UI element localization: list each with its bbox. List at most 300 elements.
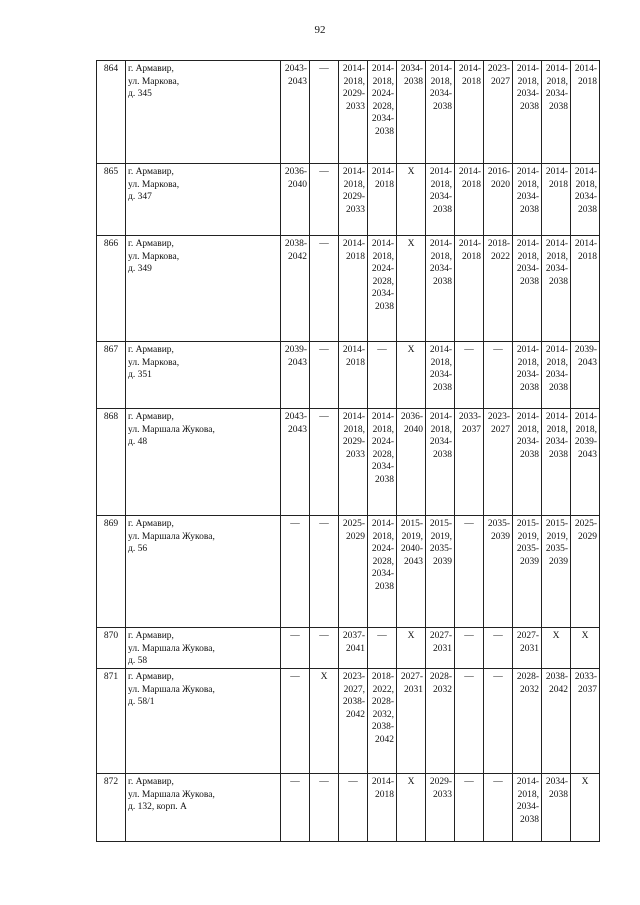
address-cell — [126, 669, 281, 774]
period-line: 2018, — [372, 531, 394, 542]
period-line: — — [464, 519, 474, 529]
period-cell — [368, 61, 397, 164]
period-line: 2018, — [343, 179, 365, 190]
period-line: 2038 — [375, 581, 394, 592]
period-line: 2038 — [520, 276, 539, 287]
period-line: 2038 — [375, 301, 394, 312]
period-line: 2018, — [430, 251, 452, 262]
period-line: 2034- — [516, 264, 539, 274]
period-line: 2014- — [371, 64, 394, 74]
period-line: 2015- — [429, 519, 452, 529]
address-line: г. Армавир, — [128, 777, 174, 787]
period-line: 2032, — [372, 709, 394, 720]
period-cell — [397, 342, 426, 409]
period-cell — [281, 61, 310, 164]
table-row — [97, 61, 600, 164]
period-cell — [542, 61, 571, 164]
period-cell — [310, 61, 339, 164]
period-cell — [513, 774, 542, 842]
period-line: X — [581, 631, 589, 641]
period-line: 2038 — [549, 101, 568, 112]
table-row — [97, 236, 600, 342]
period-line: 2043- — [284, 64, 307, 74]
period-line: 2014- — [371, 167, 394, 177]
period-line: 2018, — [517, 76, 539, 87]
period-line: 2038- — [545, 672, 568, 682]
period-line: 2014- — [371, 239, 394, 249]
period-line: 2018 — [346, 251, 365, 262]
period-line: 2038 — [578, 204, 597, 215]
period-line: 2018, — [546, 424, 568, 435]
period-line: 2037 — [578, 684, 597, 695]
period-line: 2018, — [430, 357, 452, 368]
period-line: 2033 — [346, 101, 365, 112]
period-cell — [281, 516, 310, 628]
period-line: 2016- — [487, 167, 510, 177]
period-line: 2014- — [342, 345, 365, 355]
period-line: — — [493, 631, 503, 641]
period-cell — [542, 236, 571, 342]
period-line: 2018 — [346, 357, 365, 368]
period-line: X — [407, 631, 415, 641]
period-line: 2040 — [404, 424, 423, 435]
period-cell — [426, 164, 455, 236]
period-cell — [571, 164, 600, 236]
period-line: 2014- — [516, 64, 539, 74]
period-line: 2014- — [516, 345, 539, 355]
period-cell — [339, 774, 368, 842]
period-line: 2018, — [546, 357, 568, 368]
period-line: 2018, — [372, 76, 394, 87]
address-cell — [126, 342, 281, 409]
period-line: 2019, — [401, 531, 423, 542]
period-cell — [397, 628, 426, 669]
period-line: — — [319, 64, 329, 74]
period-line: 2014- — [429, 239, 452, 249]
period-line: — — [290, 631, 300, 641]
period-line: X — [320, 672, 328, 682]
period-line: 2018- — [487, 239, 510, 249]
period-line: 2038 — [549, 449, 568, 460]
period-line: 2029- — [342, 192, 365, 202]
period-line: 2014- — [545, 239, 568, 249]
period-line: — — [377, 345, 387, 355]
period-line: 2020 — [491, 179, 510, 190]
period-cell — [281, 164, 310, 236]
table-row — [97, 516, 600, 628]
period-line: 2038 — [433, 101, 452, 112]
period-cell — [542, 516, 571, 628]
period-line: 2033- — [574, 672, 597, 682]
period-cell — [310, 236, 339, 342]
period-cell — [455, 409, 484, 516]
period-line: 2018- — [371, 672, 394, 682]
period-line: 2023- — [342, 672, 365, 682]
period-line: — — [464, 345, 474, 355]
period-line: 2027 — [491, 424, 510, 435]
address-line: д. 345 — [128, 89, 152, 99]
address-cell — [126, 774, 281, 842]
table-row — [97, 628, 600, 669]
period-line: 2018, — [372, 424, 394, 435]
page-number: 92 — [314, 24, 326, 36]
period-cell — [397, 236, 426, 342]
period-line: 2031 — [433, 643, 452, 654]
period-line: 2014- — [458, 167, 481, 177]
period-line: — — [290, 519, 300, 529]
period-line: 2041 — [346, 643, 365, 654]
period-line: 2038 — [520, 382, 539, 393]
period-cell — [542, 409, 571, 516]
period-cell — [339, 628, 368, 669]
period-cell — [484, 669, 513, 774]
period-line: 2043 — [578, 449, 597, 460]
period-line: 2022, — [372, 684, 394, 695]
period-cell — [513, 516, 542, 628]
period-line: 2042 — [346, 709, 365, 720]
address-line: г. Армавир, — [128, 519, 174, 529]
period-line: 2034- — [371, 569, 394, 579]
period-line: 2039- — [284, 345, 307, 355]
period-line: 2038 — [520, 449, 539, 460]
period-cell — [310, 774, 339, 842]
period-cell — [310, 409, 339, 516]
period-cell — [281, 628, 310, 669]
period-line: 2038- — [342, 697, 365, 707]
period-line: 2015- — [400, 519, 423, 529]
period-cell — [310, 669, 339, 774]
row-number: 872 — [97, 774, 126, 842]
period-line: 2034- — [545, 370, 568, 380]
period-line: 2015- — [516, 519, 539, 529]
period-line: 2024- — [371, 264, 394, 274]
address-line: ул. Маркова, — [128, 357, 180, 368]
address-line: д. 58/1 — [128, 697, 155, 707]
period-line: 2027, — [343, 684, 365, 695]
row-number: 870 — [97, 628, 126, 669]
period-line: 2032 — [520, 684, 539, 695]
period-line: 2014- — [371, 412, 394, 422]
period-line: 2039 — [491, 531, 510, 542]
period-cell — [310, 628, 339, 669]
address-line: д. 48 — [128, 437, 148, 447]
period-cell — [542, 164, 571, 236]
period-line: 2037 — [462, 424, 481, 435]
address-line: г. Армавир, — [128, 631, 174, 641]
period-cell — [397, 164, 426, 236]
period-cell — [484, 774, 513, 842]
address-line: ул. Маршала Жукова, — [128, 643, 215, 654]
period-line: 2029 — [578, 531, 597, 542]
period-line: 2014- — [429, 345, 452, 355]
period-cell — [339, 342, 368, 409]
period-line: 2014- — [371, 777, 394, 787]
period-line: 2018, — [517, 357, 539, 368]
period-line: 2014- — [342, 167, 365, 177]
period-cell — [484, 342, 513, 409]
period-line: 2034- — [516, 437, 539, 447]
period-cell — [310, 342, 339, 409]
period-line: 2028, — [372, 101, 394, 112]
row-number: 865 — [97, 164, 126, 236]
period-line: — — [319, 167, 329, 177]
period-cell — [339, 164, 368, 236]
period-cell — [397, 409, 426, 516]
period-line: 2035- — [429, 544, 452, 554]
period-line: 2018, — [575, 179, 597, 190]
period-line: X — [552, 631, 560, 641]
period-line: 2018, — [430, 76, 452, 87]
period-line: — — [464, 631, 474, 641]
period-line: 2018, — [517, 179, 539, 190]
period-line: X — [407, 345, 415, 355]
address-line: ул. Маршала Жукова, — [128, 684, 215, 695]
address-line: г. Армавир, — [128, 64, 174, 74]
period-line: — — [464, 672, 474, 682]
period-line: — — [493, 345, 503, 355]
period-line: 2022 — [491, 251, 510, 262]
period-cell — [426, 516, 455, 628]
period-line: 2034- — [429, 89, 452, 99]
period-line: 2018, — [343, 76, 365, 87]
period-line: 2014- — [429, 167, 452, 177]
period-line: 2014- — [342, 412, 365, 422]
table-row — [97, 774, 600, 842]
address-line: ул. Маршала Жукова, — [128, 424, 215, 435]
period-line: — — [319, 345, 329, 355]
period-line: — — [319, 239, 329, 249]
period-cell — [571, 342, 600, 409]
period-line: — — [377, 631, 387, 641]
period-line: 2034- — [429, 264, 452, 274]
period-cell — [571, 516, 600, 628]
period-line: 2018, — [575, 424, 597, 435]
period-cell — [281, 236, 310, 342]
period-line: 2043- — [284, 412, 307, 422]
period-line: 2018, — [546, 76, 568, 87]
period-line: X — [407, 167, 415, 177]
period-line: 2038 — [433, 276, 452, 287]
period-line: 2014- — [574, 64, 597, 74]
address-line: г. Армавир, — [128, 239, 174, 249]
period-line: 2034- — [516, 192, 539, 202]
period-line: — — [493, 777, 503, 787]
period-line: 2034- — [429, 437, 452, 447]
period-line: 2018 — [375, 789, 394, 800]
period-line: 2034- — [545, 437, 568, 447]
period-line: 2029 — [346, 531, 365, 542]
period-line: 2029- — [342, 437, 365, 447]
period-cell — [484, 628, 513, 669]
period-line: 2034- — [371, 114, 394, 124]
period-cell — [426, 409, 455, 516]
period-line: 2025- — [574, 519, 597, 529]
period-line: 2034- — [545, 264, 568, 274]
period-line: 2032 — [433, 684, 452, 695]
period-cell — [542, 342, 571, 409]
period-cell — [571, 236, 600, 342]
period-line: 2018, — [546, 251, 568, 262]
period-line: 2036- — [400, 412, 423, 422]
period-line: 2018, — [343, 424, 365, 435]
period-cell — [513, 164, 542, 236]
row-number: 871 — [97, 669, 126, 774]
address-cell — [126, 236, 281, 342]
period-line: 2014- — [516, 239, 539, 249]
address-cell — [126, 61, 281, 164]
period-line: — — [348, 777, 358, 787]
period-cell — [571, 61, 600, 164]
period-line: 2040- — [400, 544, 423, 554]
repair-schedule-table — [96, 60, 600, 842]
period-cell — [339, 516, 368, 628]
period-line: 2043 — [404, 556, 423, 567]
period-line: 2038- — [284, 239, 307, 249]
period-line: 2028, — [372, 449, 394, 460]
period-line: 2039 — [549, 556, 568, 567]
period-line: 2038 — [520, 204, 539, 215]
period-line: X — [407, 239, 415, 249]
period-cell — [368, 669, 397, 774]
period-line: 2014- — [371, 519, 394, 529]
period-cell — [426, 774, 455, 842]
period-line: 2036- — [284, 167, 307, 177]
period-line: 2042 — [375, 734, 394, 745]
period-line: 2014- — [429, 412, 452, 422]
period-line: 2019, — [430, 531, 452, 542]
period-line: — — [319, 777, 329, 787]
period-line: 2043 — [288, 357, 307, 368]
period-cell — [484, 61, 513, 164]
period-line: 2028, — [372, 556, 394, 567]
period-line: 2015- — [545, 519, 568, 529]
period-line: 2040 — [288, 179, 307, 190]
period-line: 2027- — [400, 672, 423, 682]
period-line: — — [464, 777, 474, 787]
period-line: 2038 — [549, 382, 568, 393]
period-cell — [455, 774, 484, 842]
address-line: ул. Маршала Жукова, — [128, 789, 215, 800]
period-line: — — [319, 631, 329, 641]
period-line: 2042 — [288, 251, 307, 262]
period-cell — [484, 164, 513, 236]
period-cell — [368, 342, 397, 409]
period-line: 2038 — [433, 204, 452, 215]
period-line: 2043 — [288, 76, 307, 87]
period-line: 2038 — [375, 126, 394, 137]
period-line: 2024- — [371, 437, 394, 447]
period-line: 2034- — [574, 192, 597, 202]
period-cell — [426, 342, 455, 409]
period-cell — [571, 774, 600, 842]
period-line: 2033 — [346, 449, 365, 460]
table-row — [97, 669, 600, 774]
period-line: 2018, — [517, 424, 539, 435]
period-line: 2033 — [346, 204, 365, 215]
period-line: 2035- — [487, 519, 510, 529]
period-cell — [368, 409, 397, 516]
period-cell — [542, 774, 571, 842]
period-line: 2023- — [487, 412, 510, 422]
period-cell — [310, 164, 339, 236]
period-line: 2034- — [516, 89, 539, 99]
period-cell — [426, 236, 455, 342]
period-line: 2034- — [429, 192, 452, 202]
period-line: 2014- — [574, 239, 597, 249]
address-line: д. 58 — [128, 656, 148, 666]
period-cell — [455, 164, 484, 236]
period-line: 2014- — [429, 64, 452, 74]
period-line: 2028- — [516, 672, 539, 682]
period-line: 2042 — [549, 684, 568, 695]
period-line: 2027 — [491, 76, 510, 87]
period-cell — [571, 409, 600, 516]
period-line: 2018 — [462, 76, 481, 87]
period-line: X — [407, 777, 415, 787]
period-cell — [281, 669, 310, 774]
table-row — [97, 342, 600, 409]
period-cell — [339, 669, 368, 774]
period-line: 2034- — [545, 89, 568, 99]
period-cell — [455, 516, 484, 628]
period-line: 2038 — [433, 382, 452, 393]
period-cell — [339, 61, 368, 164]
period-cell — [397, 61, 426, 164]
period-line: 2034- — [400, 64, 423, 74]
period-cell — [310, 516, 339, 628]
period-line: 2039 — [433, 556, 452, 567]
period-cell — [397, 774, 426, 842]
address-cell — [126, 628, 281, 669]
period-cell — [368, 164, 397, 236]
period-cell — [542, 628, 571, 669]
period-cell — [426, 61, 455, 164]
period-cell — [513, 342, 542, 409]
period-cell — [368, 236, 397, 342]
row-number: 869 — [97, 516, 126, 628]
period-line: — — [319, 412, 329, 422]
period-line: 2034- — [545, 777, 568, 787]
period-cell — [368, 628, 397, 669]
period-line: 2038 — [520, 814, 539, 825]
period-cell — [571, 669, 600, 774]
period-line: 2035- — [545, 544, 568, 554]
period-line: 2039- — [574, 345, 597, 355]
period-line: 2014- — [545, 412, 568, 422]
address-line: ул. Маршала Жукова, — [128, 531, 215, 542]
address-line: ул. Маркова, — [128, 76, 180, 87]
period-line: 2028, — [372, 276, 394, 287]
period-line: 2027- — [516, 631, 539, 641]
period-line: 2043 — [578, 357, 597, 368]
period-cell — [455, 342, 484, 409]
period-cell — [368, 774, 397, 842]
period-line: 2038 — [433, 449, 452, 460]
period-line: 2014- — [516, 777, 539, 787]
period-cell — [281, 409, 310, 516]
period-cell — [513, 409, 542, 516]
period-line: 2025- — [342, 519, 365, 529]
period-line: 2033 — [433, 789, 452, 800]
period-line: 2031 — [520, 643, 539, 654]
period-line: 2018 — [375, 179, 394, 190]
address-line: д. 351 — [128, 370, 152, 380]
period-line: — — [319, 519, 329, 529]
period-line: 2027- — [429, 631, 452, 641]
period-line: 2023- — [487, 64, 510, 74]
period-line: 2018, — [430, 179, 452, 190]
address-cell — [126, 164, 281, 236]
